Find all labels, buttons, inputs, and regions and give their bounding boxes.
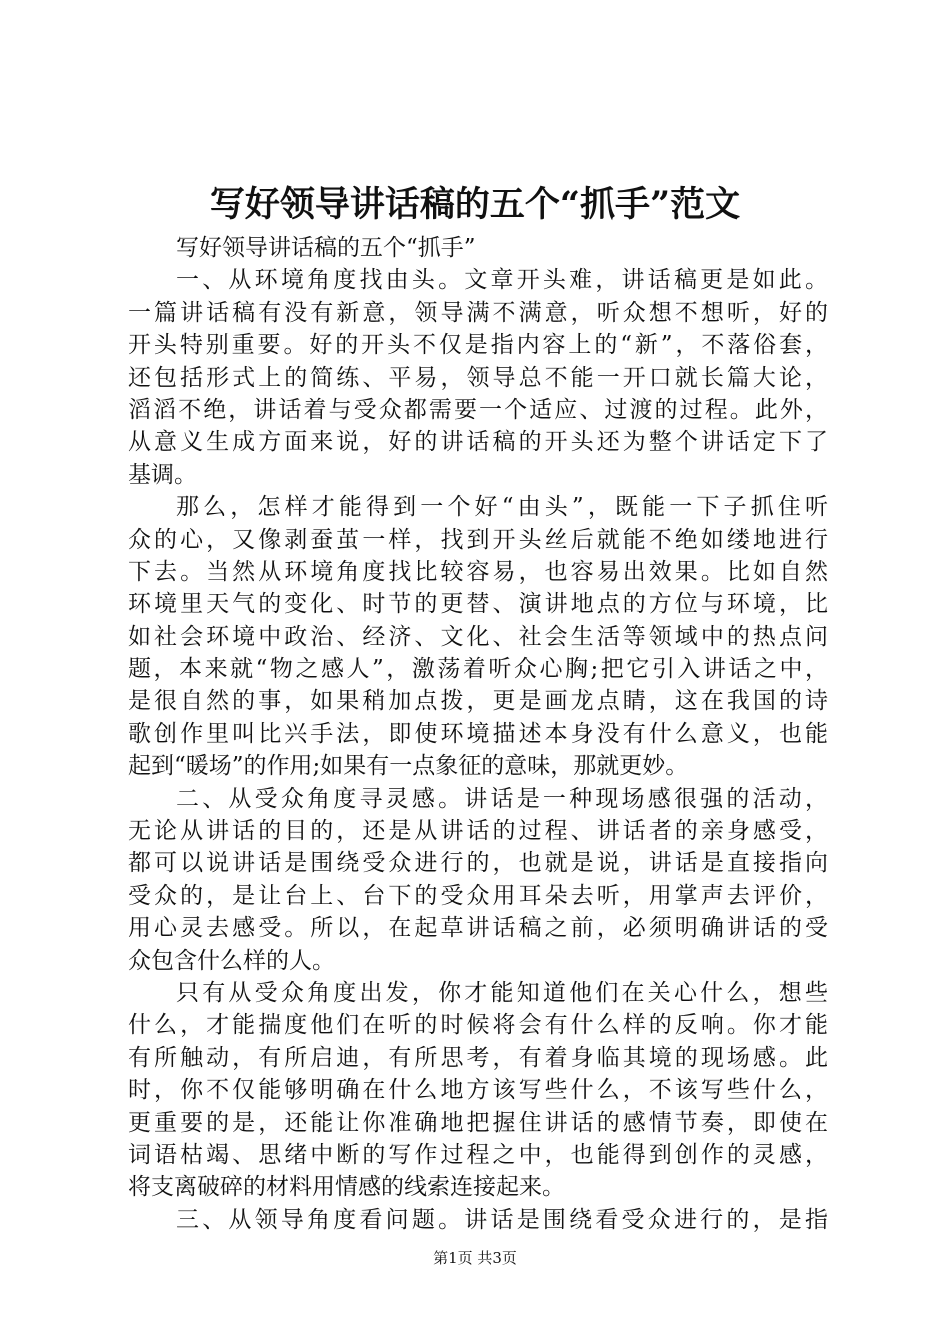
text-line: 什么，才能揣度他们在听的时候将会有什么样的反响。你才能: [128, 1012, 828, 1039]
text-line: 环境里天气的变化、时节的更替、演讲地点的方位与环境，比: [128, 591, 828, 618]
text-line: 一篇讲话稿有没有新意，领导满不满意，听众想不想听，好的: [128, 299, 828, 326]
text-line: 一、从环境角度找由头。文章开头难，讲话稿更是如此。: [176, 267, 828, 294]
body-text: [128, 232, 828, 1236]
text-line: 受众的，是让台上、台下的受众用耳朵去听，用掌声去评价，: [128, 882, 828, 909]
text-line: 只有从受众角度出发，你才能知道他们在关心什么，想些: [176, 979, 828, 1006]
text-line: 滔滔不绝，讲话着与受众都需要一个适应、过渡的过程。此外，: [128, 396, 828, 423]
text-line: 词语枯竭、思绪中断的写作过程之中，也能得到创作的灵感，: [128, 1141, 828, 1168]
text-line: 无论从讲话的目的，还是从讲话的过程、讲话者的亲身感受，: [128, 818, 828, 845]
text-line: 起到“暖场”的作用;如果有一点象征的意味，那就更妙。: [128, 753, 689, 780]
page-title: 写好领导讲话稿的五个“抓手”范文: [209, 184, 741, 225]
page-footer: 第1页 共3页: [433, 1249, 517, 1267]
text-line: 众包含什么样的人。: [128, 947, 335, 974]
text-line: 二、从受众角度寻灵感。讲话是一种现场感很强的活动，: [176, 785, 828, 812]
text-line: 题，本来就“物之感人”，激荡着听众心胸;把它引入讲话之中，: [128, 656, 828, 683]
text-line: 歌创作里叫比兴手法，即使环境描述本身没有什么意义，也能: [128, 720, 828, 747]
text-line: 是很自然的事，如果稍加点拨，更是画龙点睛，这在我国的诗: [128, 688, 828, 715]
text-line: 有所触动，有所启迪，有所思考，有着身临其境的现场感。此: [128, 1044, 828, 1071]
text-line: 更重要的是，还能让你准确地把握住讲话的感情节奏，即使在: [128, 1109, 828, 1136]
text-line: 三、从领导角度看问题。讲话是围绕看受众进行的，是指: [176, 1206, 828, 1233]
text-line: 开头特别重要。好的开头不仅是指内容上的“新”，不落俗套，: [128, 332, 828, 359]
text-line: 那么，怎样才能得到一个好“由头”，既能一下子抓住听: [176, 494, 828, 521]
text-line: 从意义生成方面来说，好的讲话稿的开头还为整个讲话定下了: [128, 429, 828, 456]
text-line: 用心灵去感受。所以，在起草讲话稿之前，必须明确讲话的受: [128, 915, 828, 942]
text-line: 都可以说讲话是围绕受众进行的，也就是说，讲话是直接指向: [128, 850, 828, 877]
text-line: 时，你不仅能够明确在什么地方该写些什么，不该写些什么，: [128, 1077, 828, 1104]
text-line: 将支离破碎的材料用情感的线索连接起来。: [128, 1174, 565, 1201]
text-line: 写好领导讲话稿的五个“抓手”: [176, 235, 476, 261]
text-line: 下去。当然从环境角度找比较容易，也容易出效果。比如自然: [128, 558, 828, 585]
text-line: 还包括形式上的简练、平易，领导总不能一开口就长篇大论，: [128, 364, 828, 391]
text-line: 如社会环境中政治、经济、文化、社会生活等领域中的热点问: [128, 623, 828, 650]
text-line: 基调。: [128, 461, 197, 488]
text-line: 众的心，又像剥蚕茧一样，找到开头丝后就能不绝如缕地进行: [128, 526, 828, 553]
